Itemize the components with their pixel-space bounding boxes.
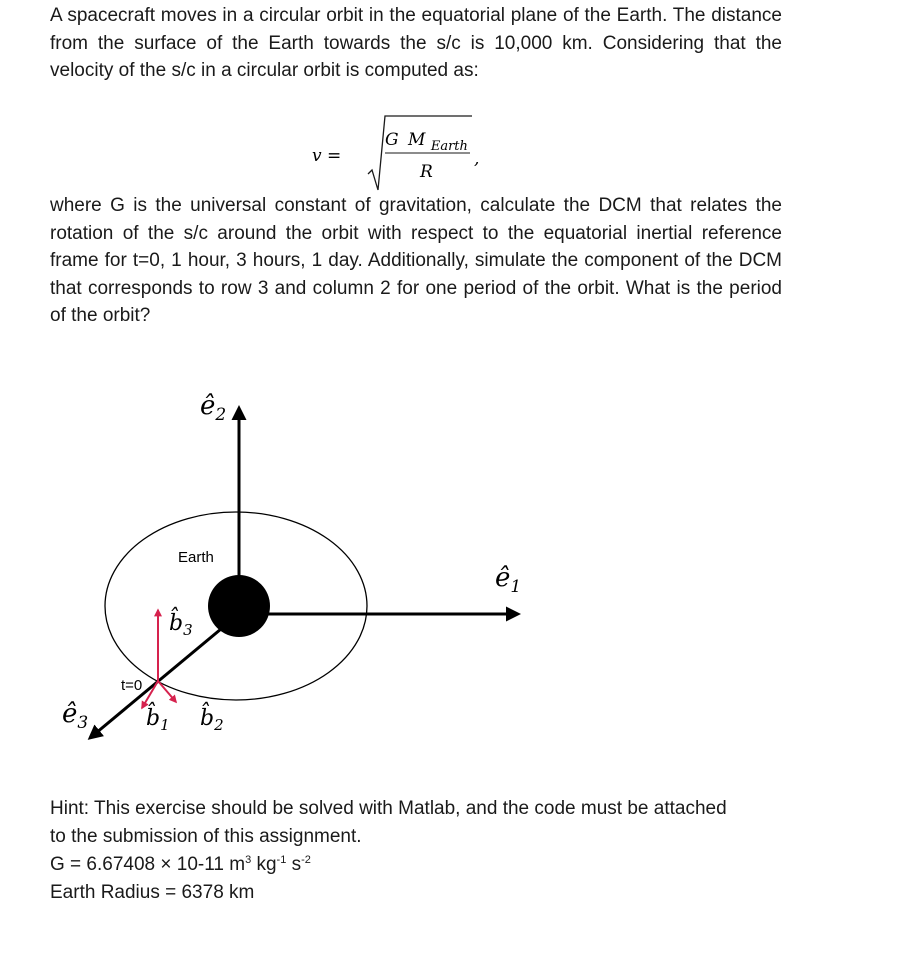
- t0-label: t=0: [121, 677, 143, 694]
- denominator: R: [420, 162, 433, 182]
- e3-sub: 3: [77, 713, 89, 733]
- svg-text:G M Earth: [385, 130, 468, 154]
- e3-label: ê: [62, 699, 78, 729]
- e1-sub: 1: [510, 577, 522, 597]
- equation-comma: ,: [474, 149, 480, 169]
- earth-label: Earth: [178, 549, 214, 566]
- svg-text:ê3: [62, 699, 88, 733]
- numerator-sub: Earth: [430, 139, 468, 154]
- hint-line-1: Hint: This exercise should be solved with Matlab, and the code must be attached: [50, 798, 727, 819]
- svg-text:b̂3: [169, 607, 193, 639]
- velocity-equation: [312, 108, 492, 194]
- b2-vector: [158, 681, 176, 702]
- equation-lhs: v =: [312, 146, 342, 166]
- svg-text:b̂2: [200, 702, 224, 734]
- e2-label: ê: [200, 391, 216, 421]
- hint-line-2: to the submission of this assignment.: [50, 826, 362, 847]
- svg-text:ê1: [495, 563, 521, 597]
- b3-label: b̂: [169, 611, 184, 636]
- question-paragraph: where G is the universal constant of gravitation, calculate the DCM that relates the rotation of the s/c around the orbit with respect to the equatorial inertial reference frame for t=0, 1 hour, 3 hours, 1 day. Additionally, simulate the component of the DCM that corresponds to row 3 and column 2 for one period of the orbit. What is the period of the orbit?: [50, 195, 782, 326]
- hint-block: [50, 795, 810, 907]
- svg-text:ê2: [200, 391, 226, 425]
- b2-label: b̂: [200, 706, 215, 731]
- numerator-m: M: [408, 130, 426, 150]
- orbit-diagram: [0, 360, 909, 780]
- b2-sub: 2: [214, 716, 224, 734]
- b1-sub: 1: [160, 716, 170, 734]
- b3-sub: 3: [183, 621, 193, 639]
- e1-label: ê: [495, 563, 511, 593]
- earth-body: [208, 575, 270, 637]
- gravity-constant: G = 6.67408 × 10-11 $m^3$ $kg^{-1}$ $s^{-2}$: [50, 854, 311, 875]
- e2-sub: 2: [215, 405, 227, 425]
- b1-label: b̂: [146, 706, 161, 731]
- numerator-g: G: [385, 130, 399, 150]
- intro-paragraph: A spacecraft moves in a circular orbit in the equatorial plane of the Earth. The distance from the surface of the Earth towards the s/c is 10,000 km. Considering that the velocity of the s/c in a circular orbit is computed as:: [50, 5, 782, 81]
- svg-text:b̂1: [146, 702, 170, 734]
- earth-radius: Earth Radius = 6378 km: [50, 882, 255, 903]
